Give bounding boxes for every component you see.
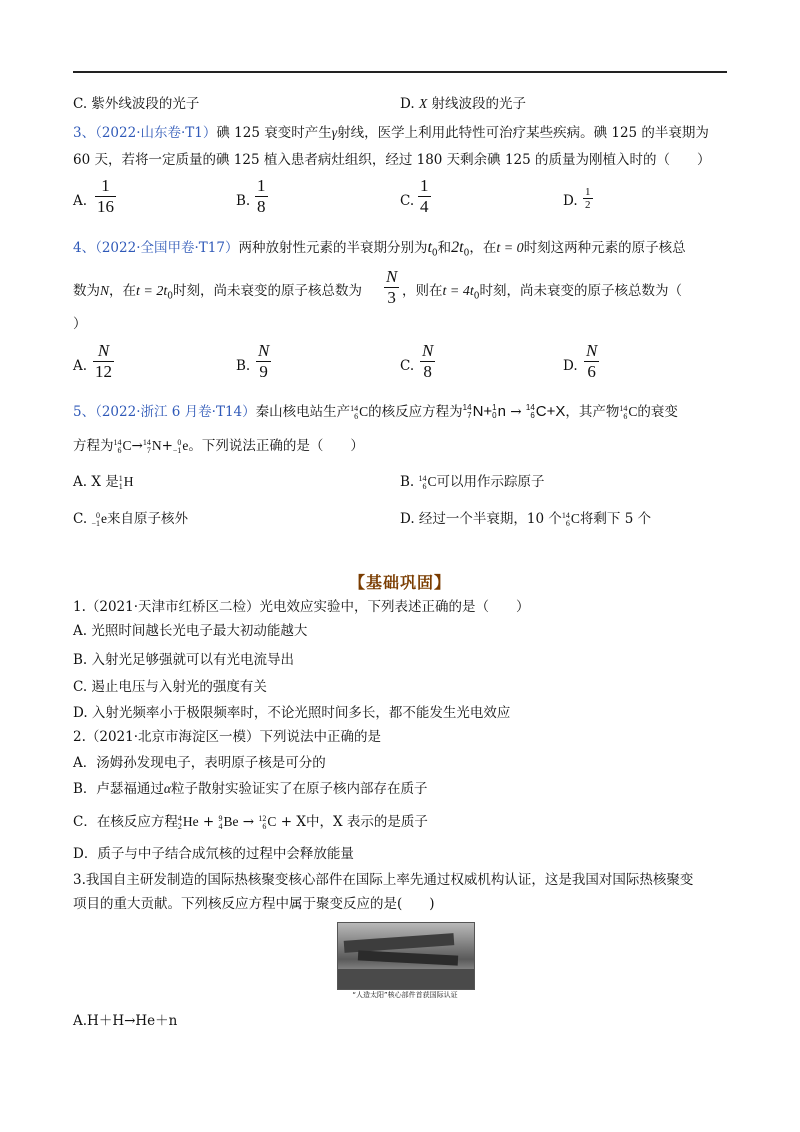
b2-option-d: D．质子与中子结合成氘核的过程中会释放能量 [73, 846, 354, 862]
b2-option-a: A．汤姆孙发现电子，表明原子核是可分的 [73, 755, 326, 771]
section-heading: 【基础巩固】 [348, 573, 451, 592]
q3-option-d-fraction: $\frac{1}{2}$ [585, 186, 591, 211]
b3-option-a: A.H＋H→He＋n [73, 1013, 178, 1029]
q3-option-a-fraction: $\frac{1}{16}$ [97, 176, 114, 216]
b3-stem-line2: 项目的重大贡献。下列核反应方程中属于聚变反应的是( ) [73, 896, 435, 912]
q4-stem-line2a: 数为N，在$t = 2t_0$时刻，尚未衰变的原子核总数为 [73, 283, 362, 302]
q5-option-b: B. 14 6 C可以用作示踪原子 [400, 473, 545, 491]
q3-option-c-label: C. [400, 193, 415, 209]
b1-option-c: C. 遏止电压与入射光的强度有关 [73, 679, 267, 695]
b3-stem-line1: 3.我国自主研发制造的国际热核聚变核心部件在国际上率先通过权威机构认证，这是我国对国际热核聚变 [73, 872, 694, 888]
q3-option-a-label: A. [73, 193, 88, 209]
q5-option-c: C. 0 −1 e来自原子核外 [73, 510, 188, 528]
photo-caption: “人造太阳”核心部件首获国际认证 [352, 991, 458, 999]
b1-option-d: D. 入射光频率小于极限频率时，不论光照时间多长，都不能发生光电效应 [73, 705, 511, 721]
b1-option-a: A. 光照时间越长光电子最大初动能越大 [73, 623, 308, 639]
q4-option-d-label: D. [563, 358, 578, 374]
option-c-uv: C. 紫外线波段的光子 [73, 96, 200, 112]
q3-option-b-fraction: $\frac{1}{8}$ [257, 176, 266, 216]
q5-stem-line1: 5、（2022·浙江 6 月卷·T14）秦山核电站生产 14 6 C的核反应方程为 14 7 N+ 1 0 n → 14 6 C+X，其产物 14 6 C的衰变 [73, 403, 678, 421]
q4-option-c-label: C. [400, 358, 415, 374]
b2-option-c: C．在核反应方程 4 2 He + 9 4 Be → 12 6 C + X中，X 表示的是质子 [73, 813, 428, 831]
q4-option-b-fraction: $\frac{N}{9}$ [258, 341, 270, 381]
q4-stem-line2b: ，则在$t = 4t_0$时刻，尚未衰变的原子核总数为（ [402, 283, 682, 302]
q3-stem-line1: 3、（2022·山东卷·T1）碘 125 衰变时产生γ射线，医学上利用此特性可治疗某些疾病。碘 125 的半衰期为 [73, 125, 709, 141]
b2-option-b: B．卢瑟福通过α粒子散射实验证实了在原子核内部存在质子 [73, 781, 428, 797]
q5-option-a: A. X 是 1 1 H [73, 473, 134, 491]
q4-option-a-label: A. [73, 358, 88, 374]
b2-stem: 2.（2021·北京市海淀区一模）下列说法中正确的是 [73, 729, 382, 745]
b1-option-b: B. 入射光足够强就可以有光电流导出 [73, 652, 295, 668]
q4-option-d-fraction: $\frac{N}{6}$ [586, 341, 598, 381]
fusion-component-photo [337, 922, 475, 990]
q4-n-over-3: $\frac{N}{3}$ [386, 267, 398, 307]
q5-option-d: D. 经过一个半衰期，10 个 14 6 C将剩下 5 个 [400, 510, 652, 528]
option-d-xray: D. X 射线波段的光子 [400, 96, 526, 112]
q5-stem-line2: 方程为 14 6 C→ 14 7 N+ 0 −1 e。下列说法正确的是（ ） [73, 437, 364, 455]
q3-option-b-label: B. [236, 193, 251, 209]
q4-option-c-fraction: $\frac{N}{8}$ [422, 341, 434, 381]
q4-stem-line3: ） [73, 316, 87, 332]
b1-stem: 1.（2021·天津市红桥区二检）光电效应实验中，下列表述正确的是（ ） [73, 599, 530, 615]
q3-option-d-label: D. [563, 193, 578, 209]
q4-option-a-fraction: $\frac{N}{12}$ [95, 341, 112, 381]
q3-stem-line2: 60 天，若将一定质量的碘 125 植入患者病灶组织，经过 180 天剩余碘 125 的质量为刚植入时的（ ） [73, 152, 711, 168]
q4-stem-line1: 4、（2022·全国甲卷·T17）两种放射性元素的半衰期分别为$t_0$和$2t_0$，在t = 0时刻这两种元素的原子核总 [73, 239, 686, 259]
header-rule [73, 71, 727, 73]
q3-option-c-fraction: $\frac{1}{4}$ [420, 176, 429, 216]
q4-option-b-label: B. [236, 358, 251, 374]
